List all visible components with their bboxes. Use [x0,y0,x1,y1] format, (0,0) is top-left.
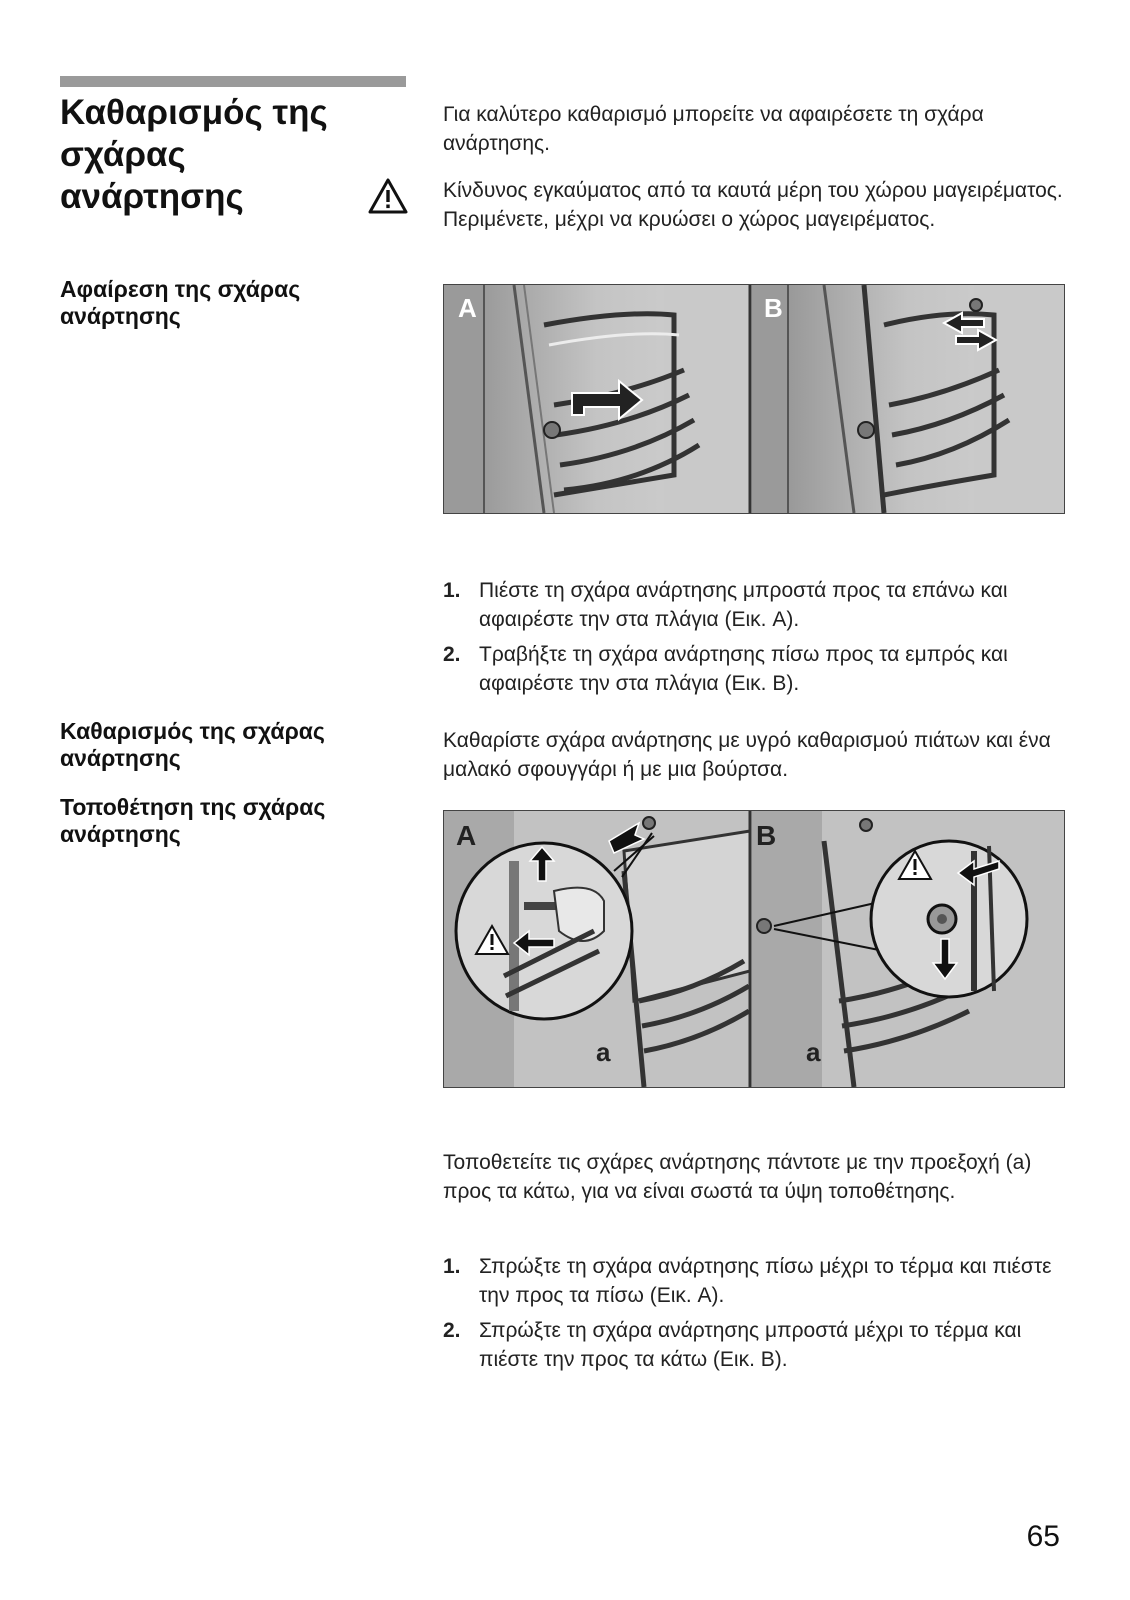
installation-callout-b: a [806,1037,821,1067]
cleaning-paragraph: Καθαρίστε σχάρα ανάρτησης με υγρό καθαρισμού πιάτων και ένα μαλακό σφουγγάρι ή με μια βούρτσα. [443,729,1051,781]
list-item [443,576,1063,634]
removal-panel-a [444,285,750,513]
step-text: Πιέστε τη σχάρα ανάρτησης μπροστά προς τα επάνω και αφαιρέστε την στα πλάγια (Εικ. A). [479,579,1008,631]
removal-steps-list [443,576,1063,698]
removal-panel-b [752,285,1064,513]
page-title: Καθαρισμός της σχάρας ανάρτησης [60,93,328,216]
page-number: 65 [1026,1520,1060,1553]
step-text: Σπρώξτε τη σχάρα ανάρτησης πίσω μέχρι το τέρμα και πιέστε την προς τα πίσω (Εικ. A). [479,1255,1052,1307]
burn-warning-paragraph: Κίνδυνος εγκαύματος από τα καυτά μέρη του χώρου μαγειρέματος. Περιμένετε, μέχρι να κρυώσει ο χώρος μαγειρέματος. [443,179,1063,231]
header-rule [60,76,406,87]
removal-heading: Αφαίρεση της σχάρας ανάρτησης [60,276,301,329]
installation-heading: Τοποθέτηση της σχάρας ανάρτησης [60,794,326,847]
installation-panel-b [752,811,1064,1087]
list-item [443,1316,1063,1374]
step-number: 1. [443,579,461,602]
intro-paragraph: Για καλύτερο καθαρισμό μπορείτε να αφαιρέσετε τη σχάρα ανάρτησης. [443,103,984,155]
step-number: 2. [443,1319,461,1342]
step-text: Τραβήξτε τη σχάρα ανάρτησης πίσω προς τα εμπρός και αφαιρέστε την στα πλάγια (Εικ. B). [479,643,1008,695]
removal-figure [443,284,1065,514]
step-text: Σπρώξτε τη σχάρα ανάρτησης μπροστά μέχρι το τέρμα και πιέστε την προς τα κάτω (Εικ. B). [479,1319,1022,1371]
step-number: 1. [443,1255,461,1278]
install-steps-list [443,1252,1063,1374]
removal-figure-label-a: A [458,293,477,323]
installation-figure-label-a: A [456,820,477,851]
installation-callout-a: a [596,1037,611,1067]
list-item [443,1252,1063,1310]
installation-figure [443,810,1065,1088]
list-item [443,640,1063,698]
installation-figure-label-b: B [756,820,777,851]
warning-triangle-icon [368,178,408,214]
install-note-paragraph: Τοποθετείτε τις σχάρες ανάρτησης πάντοτε με την προεξοχή (a) προς τα κάτω, για να είναι σωστά τα ύψη τοποθέτησης. [443,1151,1032,1203]
removal-figure-label-b: B [764,293,783,323]
step-number: 2. [443,643,461,666]
cleaning-heading: Καθαρισμός της σχάρας ανάρτησης [60,718,325,771]
